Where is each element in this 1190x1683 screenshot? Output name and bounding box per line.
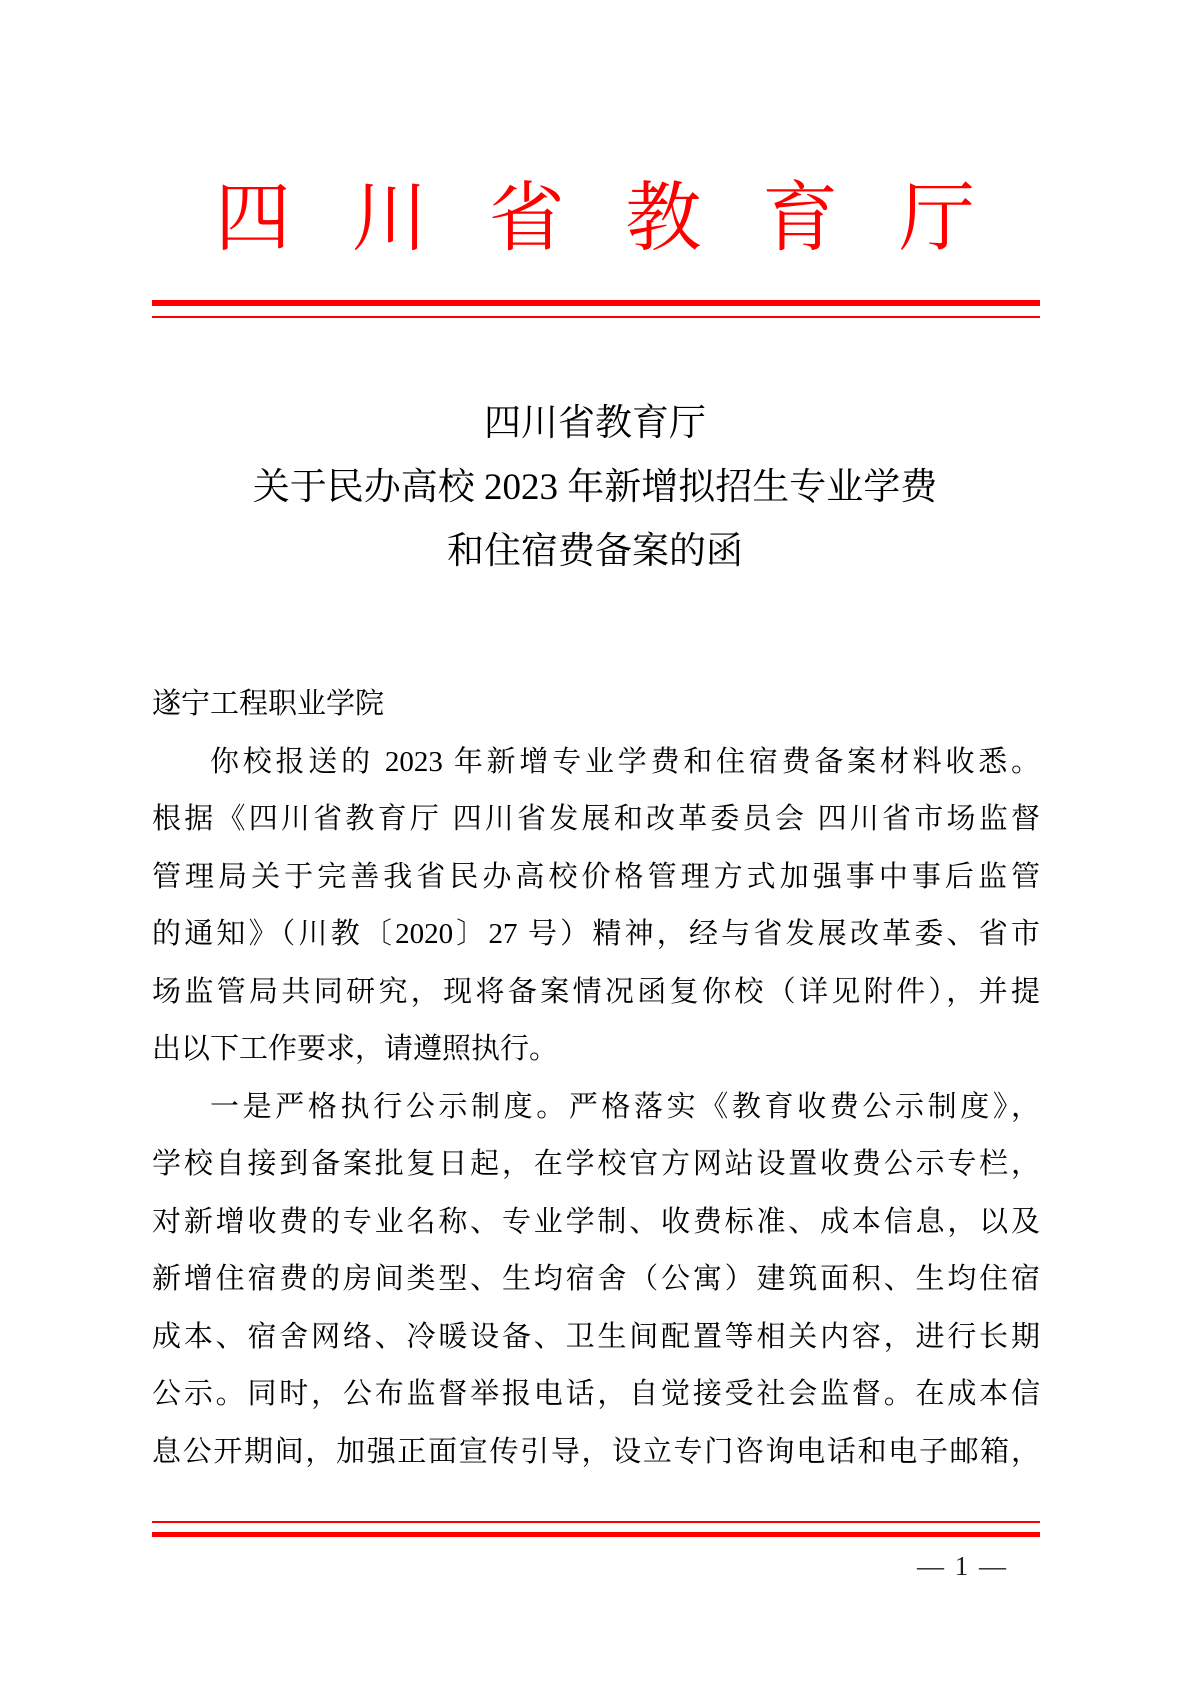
body-line: 一是严格执行公示制度。严格落实《教育收费公示制度》， xyxy=(210,1090,1040,1123)
body-line: 你校报送的 2023 年新增专业学费和住宿费备案材料收悉。 xyxy=(210,745,1040,778)
document-title-line-2: 关于民办高校 2023 年新增拟招生专业学费 xyxy=(252,467,938,508)
body-line: 学校自接到备案批复日起，在学校官方网站设置收费公示专栏， xyxy=(152,1148,1040,1180)
document-title xyxy=(0,392,1190,584)
body-line: 场监管局共同研究，现将备案情况函复你校（详见附件），并提 xyxy=(152,975,1040,1008)
body-line: 息公开期间，加强正面宣传引导，设立专门咨询电话和电子邮箱， xyxy=(152,1435,1040,1468)
letterhead-divider-rule xyxy=(152,300,1040,318)
body-line: 管理局关于完善我省民办高校价格管理方式加强事中事后监管 xyxy=(152,860,1040,893)
body-line: 的通知》（川教〔2020〕27 号）精神，经与省发展改革委、省市 xyxy=(152,918,1040,950)
body-line: 新增住宿费的房间类型、生均宿舍（公寓）建筑面积、生均住宿 xyxy=(152,1263,1040,1295)
footer-divider-rule xyxy=(152,1521,1040,1537)
body-line: 成本、宿舍网络、冷暖设备、卫生间配置等相关内容，进行长期 xyxy=(152,1320,1040,1353)
body-line: 根据《四川省教育厅 四川省发展和改革委员会 四川省市场监督 xyxy=(152,803,1040,835)
body-line: 公示。同时，公布监督举报电话，自觉接受社会监督。在成本信 xyxy=(152,1378,1040,1410)
recipient-line: 遂宁工程职业学院 xyxy=(152,688,385,720)
document-title-line-3: 和住宿费备案的函 xyxy=(447,531,743,572)
page-number: — 1 — xyxy=(917,1551,1008,1581)
body-line: 对新增收费的专业名称、专业学制、收费标准、成本信息，以及 xyxy=(152,1205,1040,1238)
body-line: 出以下工作要求，请遵照执行。 xyxy=(152,1033,559,1065)
document-title-line-1: 四川省教育厅 xyxy=(484,403,706,444)
document-body xyxy=(152,676,1040,1481)
letterhead-agency-title: 四川省教育厅 xyxy=(214,177,1036,261)
